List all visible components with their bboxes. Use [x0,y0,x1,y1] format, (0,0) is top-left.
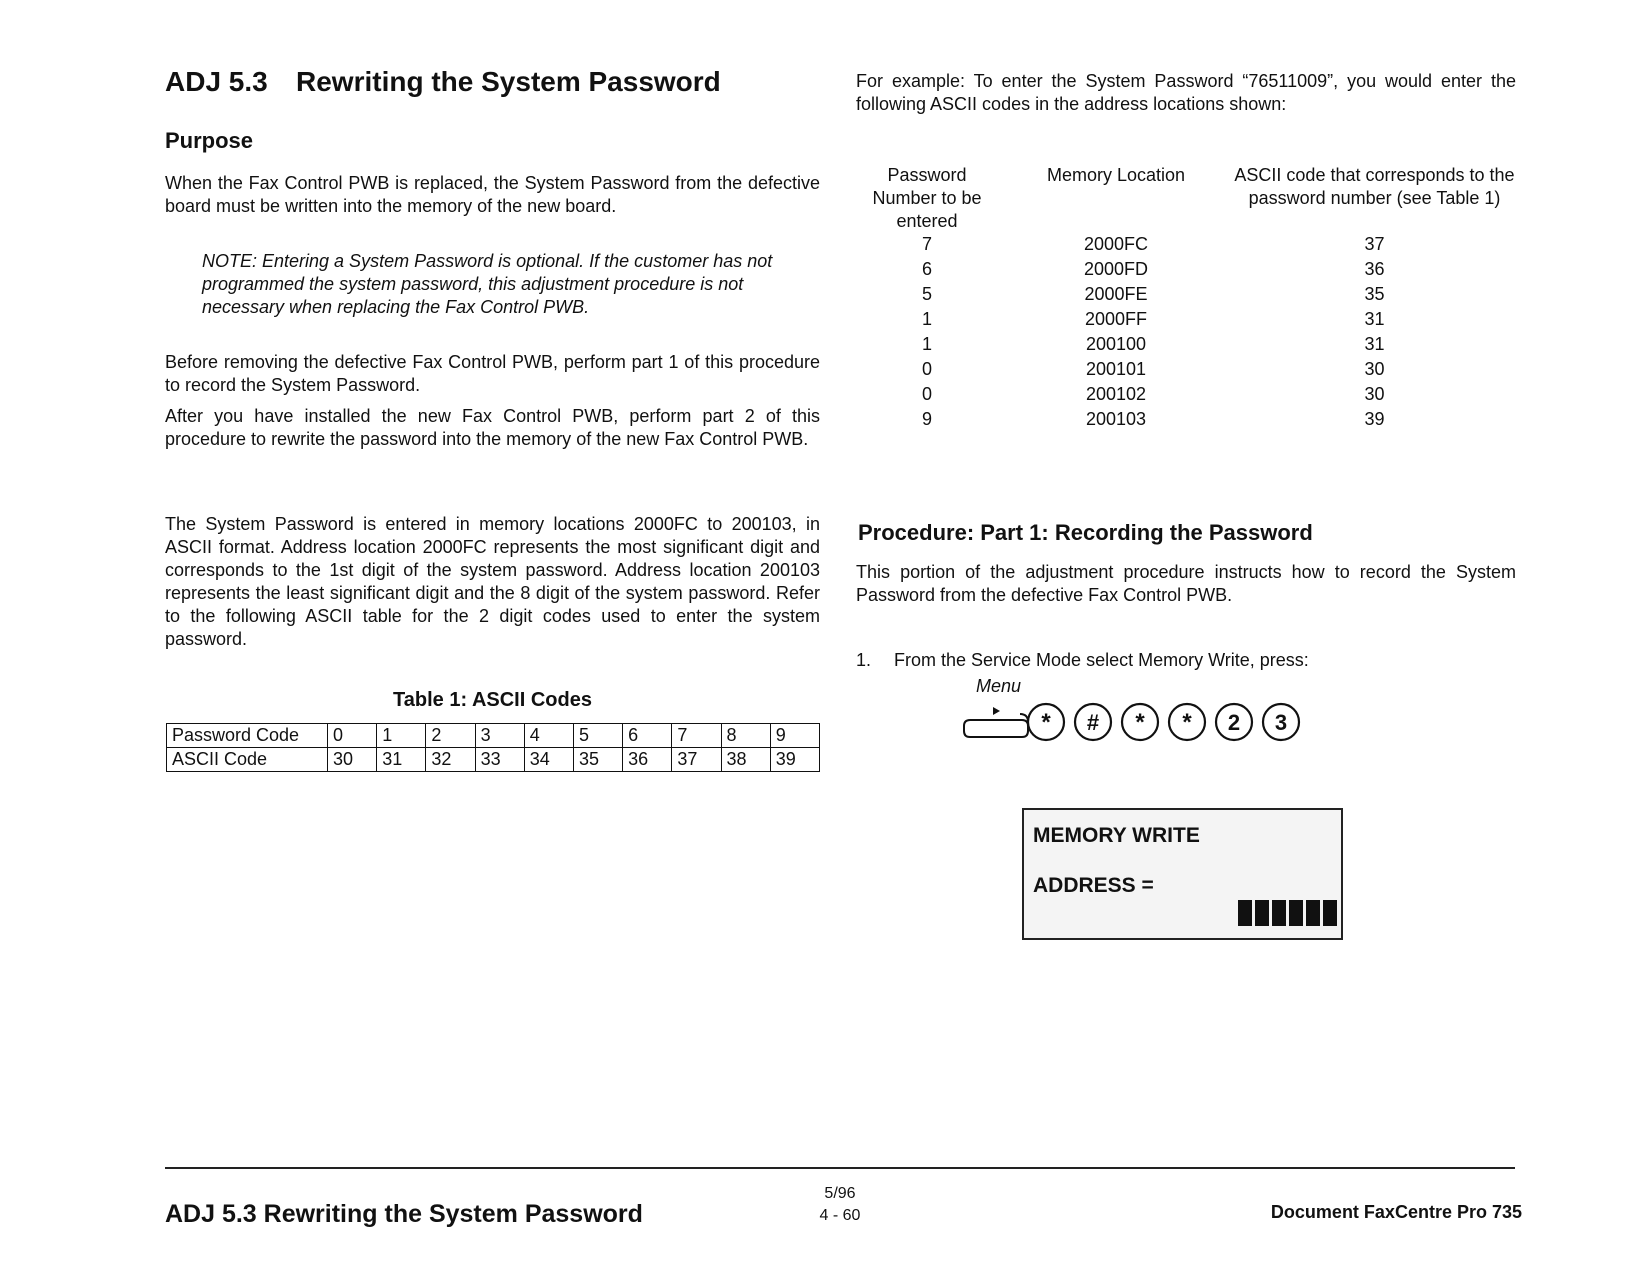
key-label: * [1041,709,1051,736]
table-cell: 35 [573,748,622,772]
ascii-code: 31 [1364,309,1385,329]
digit-2-key-icon [1216,704,1252,740]
password-digit: 5 [921,284,932,304]
lcd-line-2: ADDRESS = [1033,874,1154,897]
table-row [856,358,1516,383]
step-text: From the Service Mode select Memory Write, press: [894,650,1309,670]
footer-title: ADJ 5.3 Rewriting the System Password [165,1200,643,1228]
footer-rule [165,1167,1515,1169]
purpose-heading: Purpose [165,128,254,153]
table-cell: 3 [475,724,524,748]
ascii-code: 35 [1364,284,1385,304]
table-caption: Table 1: ASCII Codes [393,689,592,711]
table-row [856,233,1516,258]
footer-date: 5/96 [824,1185,856,1202]
table-cell: 38 [721,748,770,772]
hash-key-icon [1075,704,1111,740]
table-cell: 1 [377,724,426,748]
step-1 [856,650,1309,671]
lcd-display [1022,808,1343,940]
lcd-block [1272,900,1286,926]
section-title: Rewriting the System Password [296,66,721,97]
ascii-code: 39 [1364,409,1385,429]
table-cell: 37 [672,748,721,772]
key-label: # [1086,710,1100,735]
section-number: ADJ 5.3 [165,66,268,97]
key-label: * [1135,709,1145,736]
table-cell: 4 [524,724,573,748]
table-cell: 39 [770,748,819,772]
password-digit: 6 [921,259,932,279]
table-row [856,308,1516,333]
table-row [856,283,1516,308]
key-label: 3 [1274,710,1288,735]
footer-page-number: 4 - 60 [819,1207,861,1224]
column-header-password-number: Password Number to be entered [872,165,982,231]
table-row [856,258,1516,283]
row-label: Password Code [167,724,328,748]
note-paragraph: NOTE: Entering a System Password is optional. If the customer has not programmed the system password, this adjustment procedure is not necessary when replacing the Fax Control PWB. [202,251,773,317]
procedure-heading: Procedure: Part 1: Recording the Password [858,520,1313,545]
footer-document-name: Document FaxCentre Pro 735 [1270,1202,1522,1222]
asterisk-key-icon [1169,704,1205,740]
example-intro: For example: To enter the System Password “76511009”, you would enter the following ASCII codes in the address locations shown: [856,71,1516,114]
ascii-code: 36 [1364,259,1385,279]
digit-3-key-icon [1263,704,1299,740]
lcd-block [1306,900,1320,926]
key-sequence [962,696,1342,746]
table-cell: 34 [524,748,573,772]
lcd-block [1323,900,1337,926]
memory-location: 200102 [1085,384,1147,404]
table-row [167,724,820,748]
lcd-block [1238,900,1252,926]
column-header-memory-location: Memory Location [1046,165,1186,185]
table-cell: 7 [672,724,721,748]
memory-location: 2000FC [1083,234,1149,254]
password-digit: 7 [921,234,932,254]
footer-page-info [790,1183,890,1227]
menu-key-label: Menu [976,676,1022,696]
table-cell: 31 [377,748,426,772]
purpose-paragraph: When the Fax Control PWB is replaced, the System Password from the defective board must be written into the memory of the new board. [165,173,820,216]
table-row [167,748,820,772]
memory-location: 200103 [1085,409,1147,429]
arrow-icon [993,707,1000,715]
table-cell: 6 [623,724,672,748]
lcd-line-1: MEMORY WRITE [1033,824,1200,847]
memory-locations-paragraph: The System Password is entered in memory locations 2000FC to 200103, in ASCII format. Address location 2000FC represents the most significant digit and corresponds to the 1st digit of the system password. Address location 200103 represents the least significant digit and the 8 digit of the system password. Refer to the following ASCII table for the 2 digit codes used to enter the system password. [165,514,820,649]
memory-location: 200101 [1085,359,1147,379]
asterisk-key-icon [1122,704,1158,740]
before-removing-paragraph: Before removing the defective Fax Control PWB, perform part 1 of this procedure to record the System Password. [165,352,820,395]
lcd-cursor-blocks [1238,900,1337,926]
table-row [856,408,1516,433]
table-row [856,383,1516,408]
table-cell: 33 [475,748,524,772]
memory-location: 2000FE [1084,284,1148,304]
memory-location: 200100 [1085,334,1147,354]
step-number: 1. [856,650,872,670]
table-row [856,333,1516,358]
table-cell: 2 [426,724,475,748]
table-cell: 8 [721,724,770,748]
page-title [165,66,721,98]
table-cell: 9 [770,724,819,748]
column-header-ascii-code: ASCII code that corresponds to the password number (see Table 1) [1234,165,1515,208]
asterisk-key-icon [1028,704,1064,740]
after-install-paragraph: After you have installed the new Fax Control PWB, perform part 2 of this procedure to rewrite the password into the memory of the new Fax Control PWB. [165,406,820,449]
row-label: ASCII Code [167,748,328,772]
password-digit: 1 [921,334,932,354]
procedure-intro: This portion of the adjustment procedure instructs how to record the System Password from the defective Fax Control PWB. [856,562,1516,605]
password-digit: 9 [921,409,932,429]
password-digit: 0 [921,359,932,379]
memory-location: 2000FD [1083,259,1149,279]
table-cell: 0 [328,724,377,748]
ascii-code: 30 [1364,359,1385,379]
ascii-code: 31 [1364,334,1385,354]
key-label: 2 [1227,710,1241,735]
lcd-block [1289,900,1303,926]
table-cell: 36 [623,748,672,772]
table-cell: 5 [573,724,622,748]
password-digit: 1 [921,309,932,329]
ascii-codes-table [166,723,820,772]
ascii-code: 30 [1364,384,1385,404]
password-digit: 0 [921,384,932,404]
menu-key-icon [964,714,1028,737]
lcd-block [1255,900,1269,926]
memory-location: 2000FF [1084,309,1148,329]
table-cell: 32 [426,748,475,772]
table-cell: 30 [328,748,377,772]
key-label: * [1182,709,1192,736]
ascii-code: 37 [1364,234,1385,254]
